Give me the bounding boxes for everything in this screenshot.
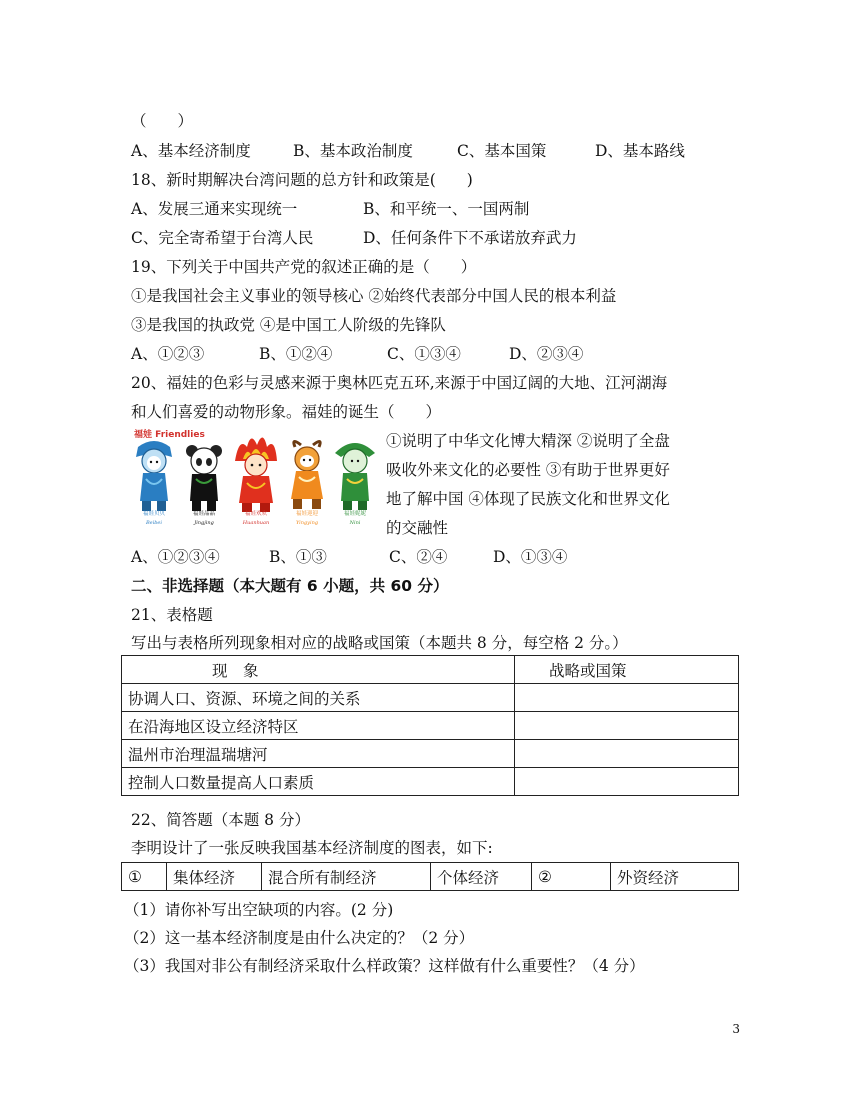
q18-option-b: B、和平统一、一国两制 [363,200,530,218]
page-number: 3 [732,1022,740,1036]
economy-cell: 集体经济 [167,863,262,891]
q19-option-c: C、①③④ [387,345,461,363]
table-header-row [122,656,739,684]
table-header-strategy: 战略或国策 [515,656,739,684]
q20-stem-1: 20、福娃的色彩与灵感来源于奥林匹克五环,来源于中国辽阔的大地、江河湖海 [131,374,668,392]
q22-description: 李明设计了一张反映我国基本经济制度的图表，如下: [131,839,493,857]
q20-option-a: A、①②③④ [131,548,220,566]
q20-statement-1: ①说明了中华文化博大精深 ②说明了全盘 [386,432,670,450]
q20-statement-4: 的交融性 [386,519,449,537]
mascot-jingjing [186,445,222,511]
mascot-nini [335,443,375,510]
q20-statement-2: 吸收外来文化的必要性 ③有助于世界更好 [386,461,670,479]
q19-option-b: B、①②④ [259,345,333,363]
mascot-latin-1: Beibei [146,520,162,526]
q20-options [131,546,567,568]
q19-statements-2: ③是我国的执政党 ④是中国工人阶级的先锋队 [131,316,446,334]
table-cell-phenomenon: 控制人口数量提高人口素质 [122,768,515,796]
mascot-logo-text: 福娃 Friendlies [134,430,205,440]
table-header-phenomenon: 现 象 [122,656,515,684]
q22-subquestion-3: （3）我国对非公有制经济采取什么样政策？这样做有什么重要性？（4 分） [124,957,645,975]
table-cell-phenomenon: 在沿海地区设立经济特区 [122,712,515,740]
mascot-name-5: 福娃妮妮 [343,511,367,517]
economy-cell: 混合所有制经济 [262,863,431,891]
q20-option-d: D、①③④ [493,548,568,566]
q20-option-c: C、②④ [389,548,448,566]
economy-cell: 个体经济 [431,863,532,891]
mascot-huanhuan [235,437,277,512]
table-cell-answer[interactable] [515,740,739,768]
mascot-latin-3: Huanhuan [242,520,270,526]
q18-option-d: D、任何条件下不承诺放弃武力 [363,229,577,247]
q21-title: 21、表格题 [131,606,213,624]
q19-statements-1: ①是我国社会主义事业的领导核心 ②始终代表部分中国人民的根本利益 [131,287,617,305]
q18-option-a: A、发展三通来实现统一 [131,200,298,218]
q17-option-c: C、基本国策 [457,142,547,160]
table-row [122,712,739,740]
economy-cell-blank-2[interactable]: ② [532,863,611,891]
table-cell-answer[interactable] [515,712,739,740]
q19-option-a: A、①②③ [131,345,205,363]
economy-cell: 外资经济 [611,863,739,891]
table-cell-phenomenon: 温州市治理温瑞塘河 [122,740,515,768]
table-row [122,684,739,712]
q18-option-c: C、完全寄希望于台湾人民 [131,229,314,247]
q19-options [131,343,583,365]
table-row [122,740,739,768]
table-cell-phenomenon: 协调人口、资源、环境之间的关系 [122,684,515,712]
fuwa-mascots-image [130,427,380,529]
mascot-beibei [136,441,172,511]
question-stem-end: （ ） [131,112,194,130]
mascot-name-2: 福娃晶晶 [192,511,216,517]
economy-system-table [121,862,739,891]
mascot-name-3: 福娃欢欢 [244,511,268,517]
q21-description: 写出与表格所列现象相对应的战略或国策（本题共 8 分，每空格 2 分。） [131,634,628,652]
strategy-table [121,655,739,796]
mascot-name-1: 福娃贝贝 [142,511,166,517]
q22-subquestion-1: （1）请你补写出空缺项的内容。(2 分) [124,901,394,919]
mascot-latin-2: Jingjing [194,520,214,526]
q22-title: 22、简答题（本题 8 分） [131,811,310,829]
q18-options-1 [131,198,529,220]
q19-option-d: D、②③④ [509,345,584,363]
q20-option-b: B、①③ [269,548,327,566]
q20-statement-3: 地了解中国 ④体现了民族文化和世界文化 [386,490,670,508]
q20-stem-2: 和人们喜爱的动物形象。福娃的诞生（ ） [131,403,442,421]
table-row [122,768,739,796]
mascot-yingying [291,441,323,509]
table-row [122,863,739,891]
mascot-latin-4: Yingying [295,520,319,526]
q17-option-d: D、基本路线 [595,142,685,160]
q17-options [131,140,685,162]
q19-stem: 19、下列关于中国共产党的叙述正确的是（ ） [131,258,477,276]
q22-subquestion-2: （2）这一基本经济制度是由什么决定的？（2 分） [124,929,475,947]
q18-stem: 18、新时期解决台湾问题的总方针和政策是( ) [131,171,473,189]
q18-options-2 [131,227,577,249]
table-cell-answer[interactable] [515,768,739,796]
economy-cell-blank-1[interactable]: ① [122,863,167,891]
table-cell-answer[interactable] [515,684,739,712]
q17-option-b: B、基本政治制度 [293,142,413,160]
section-2-heading: 二、非选择题（本大题有 6 小题，共 60 分） [131,577,449,595]
q17-option-a: A、基本经济制度 [131,142,251,160]
mascot-name-4: 福娃迎迎 [295,511,319,517]
mascot-latin-5: Nini [349,520,361,526]
